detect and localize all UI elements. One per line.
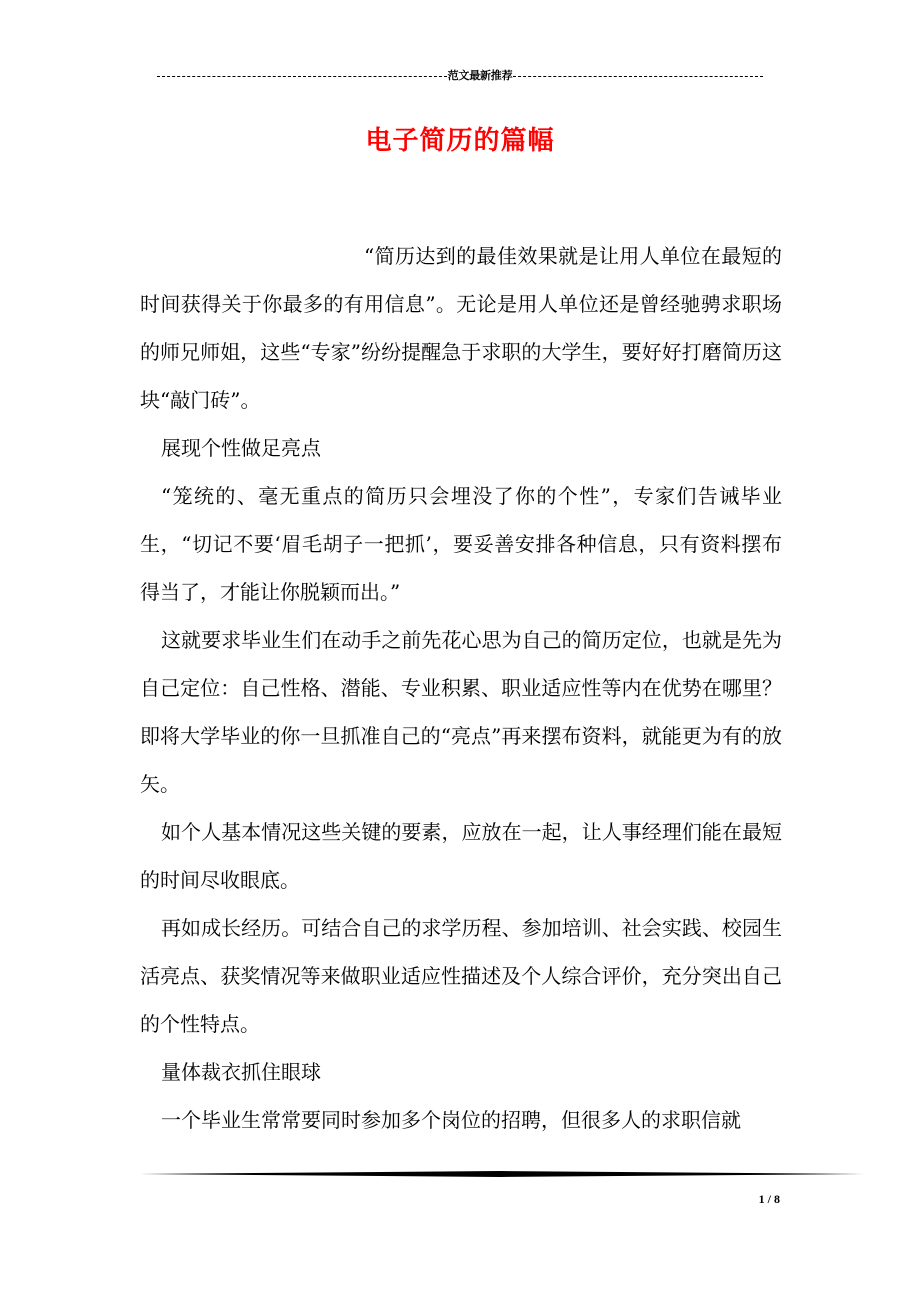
paragraph-expert-quote: “笼统的、毫无重点的简历只会埋没了你的个性”，专家们告诫毕业生，“切记不要‘眉毛胡子一把抓’，要妥善安排各种信息，只有资料摆布得当了，才能让你脱颖而出。” bbox=[140, 484, 782, 604]
paragraph-intro: “简历达到的最佳效果就是让用人单位在最短的时间获得关于你最多的有用信息”。无论是用人单位还是曾经驰骋求职场的师兄师姐，这些“专家”纷纷提醒急于求职的大学生，要好好打磨简历这块“敲门砖”。 bbox=[140, 244, 782, 412]
section-heading-personality: 展现个性做足亮点 bbox=[161, 436, 321, 460]
footer-rule bbox=[140, 1171, 864, 1177]
document-title: 电子简历的篇幅 bbox=[365, 126, 555, 156]
paragraph-growth-experience: 再如成长经历。可结合自己的求学历程、参加培训、社会实践、校园生活亮点、获奖情况等来做职业适应性描述及个人综合评价，充分突出自己的个性特点。 bbox=[140, 916, 782, 1036]
header-dash-right bbox=[513, 76, 763, 77]
header-dash-left bbox=[157, 76, 447, 77]
paragraph-self-positioning: 这就要求毕业生们在动手之前先花心思为自己的简历定位，也就是先为自己定位：自己性格、潜能、专业积累、职业适应性等内在优势在哪里？即将大学毕业的你一旦抓准自己的“亮点”再来摆布资料，就能更为有的放矢。 bbox=[140, 628, 782, 796]
header-label: 范文最新推荐 bbox=[447, 70, 513, 83]
document-body bbox=[140, 232, 782, 1144]
paragraph-multiple-positions: 一个毕业生常常要同时参加多个岗位的招聘，但很多人的求职信就 bbox=[161, 1108, 741, 1132]
page-number: 1 / 8 bbox=[758, 1192, 780, 1206]
section-heading-tailoring: 量体裁衣抓住眼球 bbox=[161, 1060, 321, 1084]
page-header bbox=[140, 66, 780, 86]
paragraph-basic-info: 如个人基本情况这些关键的要素，应放在一起，让人事经理们能在最短的时间尽收眼底。 bbox=[140, 820, 782, 892]
